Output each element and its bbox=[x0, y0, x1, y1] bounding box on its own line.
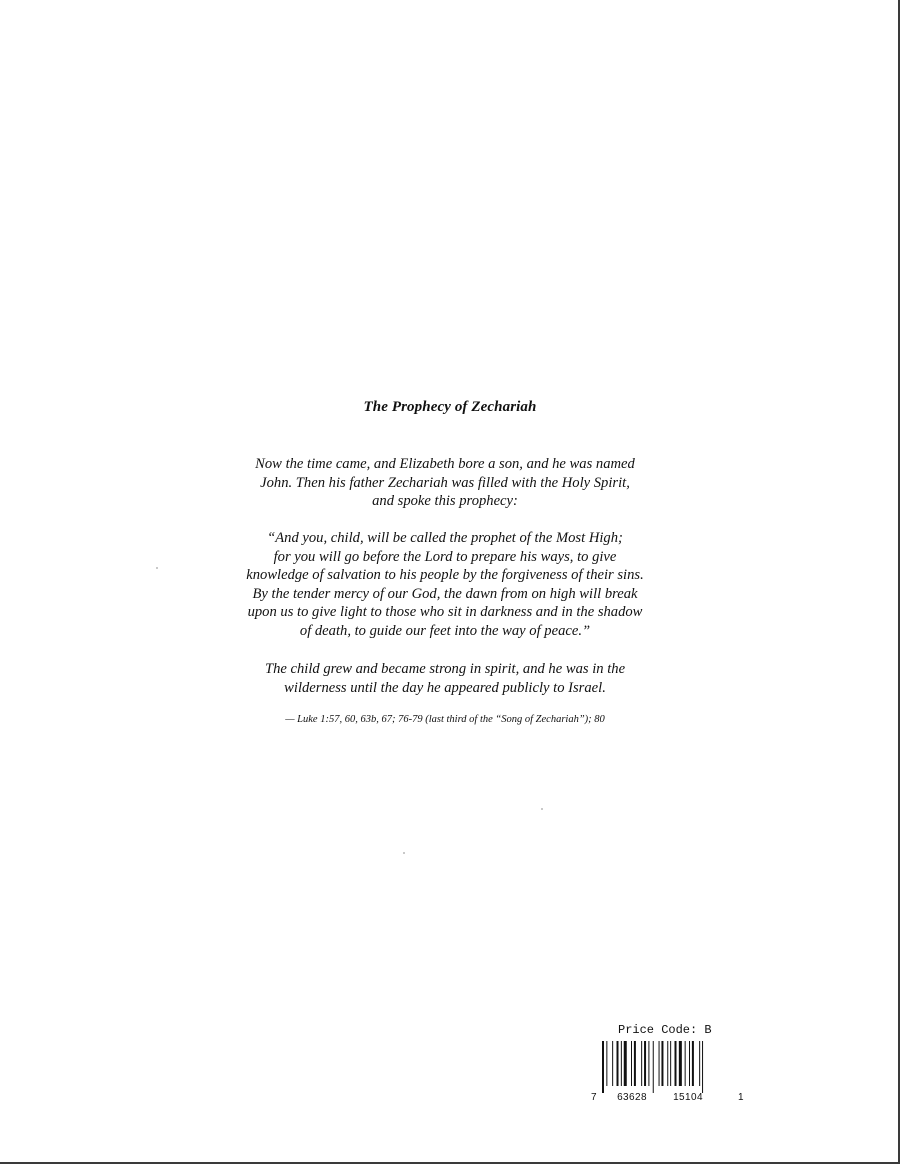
paragraph-line: Now the time came, and Elizabeth bore a son, and he was named bbox=[255, 456, 635, 472]
paragraph-line: “And you, child, will be called the prophet of the Most High; bbox=[267, 530, 623, 546]
paragraph-line: John. Then his father Zechariah was filled with the Holy Spirit, bbox=[260, 474, 630, 491]
barcode-bar bbox=[679, 1041, 682, 1086]
barcode-digits-group1: 63628 bbox=[617, 1092, 647, 1103]
paragraph-line: knowledge of salvation to his people by the forgiveness of their sins. bbox=[246, 567, 644, 583]
barcode-bar bbox=[648, 1041, 649, 1086]
price-code-label: Price Code: B bbox=[618, 1023, 712, 1037]
barcode-digits-group2: 15104 bbox=[673, 1092, 703, 1103]
paragraph-line: wilderness until the day he appeared publicly to Israel. bbox=[284, 679, 606, 696]
scripture-citation: — Luke 1:57, 60, 63b, 67; 76-79 (last third of the “Song of Zechariah”); 80 bbox=[285, 714, 605, 725]
barcode-bar bbox=[692, 1041, 694, 1086]
paragraph-line: of death, to guide our feet into the way of peace.” bbox=[299, 622, 591, 639]
barcode-bar bbox=[641, 1041, 642, 1086]
paragraph-line: and spoke this prophecy: bbox=[372, 493, 518, 509]
paragraph-closing bbox=[200, 660, 690, 697]
barcode-digit-right: 1 bbox=[738, 1092, 744, 1103]
paragraph-prophecy bbox=[200, 529, 690, 640]
paragraph-line: upon us to give light to those who sit in darkness and in the shadow bbox=[247, 604, 643, 620]
paragraph-line: for you will go before the Lord to prepare his ways, to give bbox=[273, 548, 617, 565]
barcode-bar bbox=[699, 1041, 700, 1086]
paragraph-intro bbox=[200, 455, 690, 511]
scan-speck bbox=[541, 808, 543, 810]
upc-barcode bbox=[588, 1041, 748, 1103]
paragraph-line: The child grew and became strong in spirit, and he was in the bbox=[264, 661, 626, 677]
barcode-bar bbox=[617, 1041, 619, 1086]
barcode-bar bbox=[612, 1041, 613, 1086]
paragraph-line: By the tender mercy of our God, the dawn from on high will break bbox=[252, 585, 638, 602]
barcode-bar bbox=[667, 1041, 668, 1086]
barcode-bar bbox=[653, 1041, 654, 1093]
barcode-bar bbox=[659, 1041, 660, 1086]
barcode-bar bbox=[685, 1041, 686, 1086]
scan-speck bbox=[156, 567, 158, 569]
page-title: The Prophecy of Zechariah bbox=[363, 399, 537, 415]
barcode-bar bbox=[602, 1041, 604, 1093]
scan-speck bbox=[403, 852, 405, 854]
barcode-bar bbox=[606, 1041, 607, 1086]
barcode-bar bbox=[621, 1041, 622, 1086]
barcode-bar bbox=[689, 1041, 690, 1086]
barcode-bar bbox=[634, 1041, 636, 1086]
barcode-bar bbox=[702, 1041, 703, 1093]
barcode-bar bbox=[624, 1041, 627, 1086]
barcode-digit-left: 7 bbox=[591, 1092, 597, 1103]
barcode-block bbox=[588, 1023, 748, 1103]
barcode-bar bbox=[675, 1041, 677, 1086]
barcode-bar bbox=[661, 1041, 663, 1086]
barcode-bar bbox=[644, 1041, 646, 1086]
barcode-bar bbox=[670, 1041, 671, 1086]
barcode-bar bbox=[631, 1041, 632, 1086]
